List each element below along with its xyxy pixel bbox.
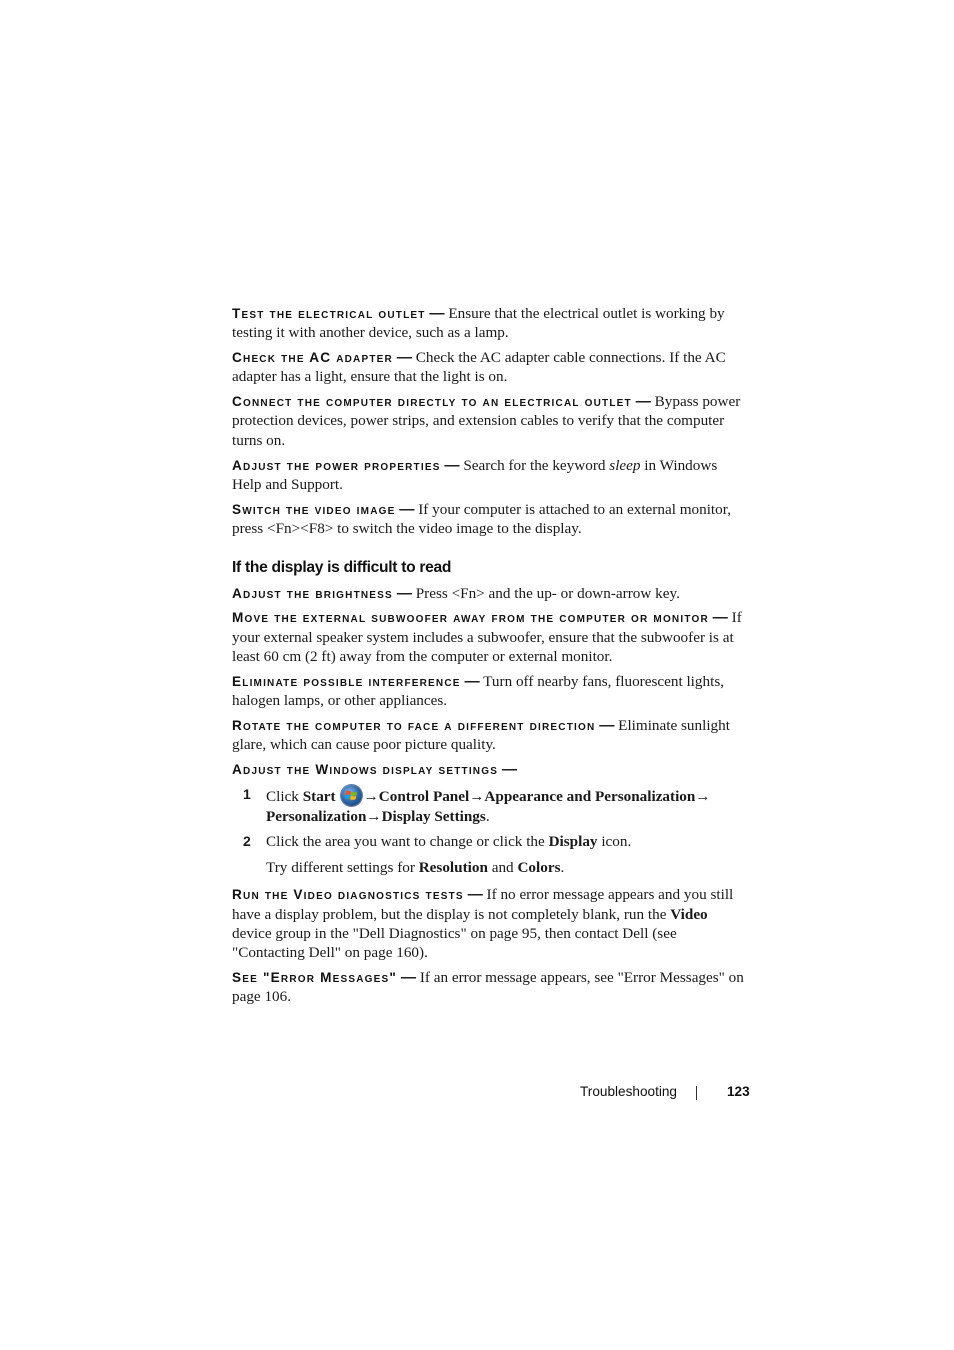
tip-video-diagnostics <box>232 885 744 962</box>
nav-arrow: → <box>695 788 711 806</box>
em-dash: — <box>399 500 415 518</box>
tip-lead: Check the AC adapter <box>232 350 393 366</box>
tip-text: Turn off nearby fans, fluorescent lights, halogen lamps, or other appliances. <box>232 672 725 710</box>
tip-test-outlet <box>232 304 744 343</box>
em-dash: — <box>501 760 518 778</box>
tip-windows-display <box>232 760 744 779</box>
tip-text-before: If no error message appears and you still have a display problem, but the display is not completely blank, run the <box>232 886 734 923</box>
step-period: . <box>485 807 490 825</box>
display-settings-label: Display Settings <box>381 807 486 825</box>
step-number: 1 <box>243 786 251 803</box>
tip-lead: Move the external subwoofer away from the computer or monitor <box>232 610 709 626</box>
tip-lead: Run the Video diagnostics tests <box>232 887 464 903</box>
em-dash: — <box>464 672 480 690</box>
tip-text-after: in Windows Help and Support. <box>232 456 718 493</box>
tip-text: Bypass power protection devices, power strips, and extension cables to verify that the computer turns on. <box>232 393 741 449</box>
appearance-label: Appearance and Personalization <box>484 788 696 806</box>
tip-switch-video <box>232 500 744 539</box>
tip-subwoofer <box>232 608 744 666</box>
start-label: Start <box>302 788 336 806</box>
em-dash: — <box>635 393 651 411</box>
step-1 <box>232 785 744 826</box>
tip-rotate <box>232 716 744 755</box>
note-and: and <box>491 859 514 877</box>
tip-text-before: Search for the keyword <box>463 456 606 474</box>
step-number: 2 <box>243 832 251 849</box>
video-label: Video <box>670 905 708 923</box>
tip-interference <box>232 672 744 711</box>
em-dash: — <box>396 349 412 367</box>
tip-lead: See "Error Messages" <box>232 970 398 986</box>
tip-text-after: device group in the "Dell Diagnostics" on page 95, then contact Dell (see "Contacting Dell" on page 160). <box>232 925 677 962</box>
step-text-click: Click <box>266 788 299 806</box>
footer-section-title: Troubleshooting <box>580 1084 677 1099</box>
em-dash: — <box>467 886 483 904</box>
em-dash: — <box>396 584 412 602</box>
tip-error-messages <box>232 968 744 1007</box>
step-text-before: Click the area you want to change or click the <box>266 832 545 850</box>
tip-text: Press <Fn> and the up- or down-arrow key. <box>415 584 680 602</box>
tip-lead: Connect the computer directly to an electrical outlet <box>232 394 632 410</box>
note-period: . <box>560 859 565 877</box>
tip-text: Check the AC adapter cable connections. If the AC adapter has a light, ensure that the light is on. <box>232 349 726 386</box>
resolution-label: Resolution <box>418 859 488 877</box>
page-number: 123 <box>727 1084 750 1099</box>
tip-text: Ensure that the electrical outlet is working by testing it with another device, such as a lamp. <box>232 305 725 342</box>
personalization-label: Personalization <box>266 807 367 825</box>
tip-lead: Test the electrical outlet <box>232 306 426 321</box>
step-note <box>232 858 744 877</box>
tip-text: If your computer is attached to an external monitor, press <Fn><F8> to switch the video image to the display. <box>232 500 731 537</box>
page-footer <box>0 1084 954 1104</box>
nav-arrow: → <box>366 807 382 825</box>
em-dash: — <box>429 305 445 322</box>
tip-power-properties <box>232 456 744 495</box>
control-panel-label: Control Panel <box>378 788 470 806</box>
page-content <box>232 304 744 1012</box>
tip-lead: Rotate the computer to face a different direction <box>232 717 596 733</box>
section-heading: If the display is difficult to read <box>232 559 452 577</box>
step-2 <box>232 832 744 851</box>
keyword-sleep: sleep <box>609 456 641 474</box>
tip-lead: Adjust the power properties <box>232 457 441 473</box>
em-dash: — <box>444 456 460 474</box>
colors-label: Colors <box>517 859 561 877</box>
note-before: Try different settings for <box>266 859 415 877</box>
tip-lead: Switch the video image <box>232 501 396 517</box>
tip-lead: Eliminate possible interference <box>232 673 461 689</box>
tip-text: If your external speaker system includes a subwoofer, ensure that the subwoofer is at least 60 cm (2 ft) away from the computer or external monitor. <box>232 609 742 665</box>
step-text-after: icon. <box>601 832 632 850</box>
nav-arrow: → <box>363 788 379 806</box>
steps-list <box>232 785 744 851</box>
tip-check-adapter <box>232 348 744 387</box>
nav-arrow: → <box>469 788 485 806</box>
em-dash: — <box>712 609 728 627</box>
tip-connect-direct <box>232 392 744 450</box>
tip-text: If an error message appears, see "Error Messages" on page 106. <box>232 969 744 1006</box>
display-label: Display <box>548 832 598 850</box>
em-dash: — <box>400 969 417 987</box>
tip-text: Eliminate sunlight glare, which can cause poor picture quality. <box>232 716 730 754</box>
tip-brightness <box>232 584 744 603</box>
tip-lead: Adjust the brightness <box>232 585 393 601</box>
tip-lead: Adjust the Windows display settings <box>232 761 499 777</box>
em-dash: — <box>599 716 615 734</box>
footer-divider <box>696 1086 697 1100</box>
windows-start-icon <box>341 785 362 806</box>
